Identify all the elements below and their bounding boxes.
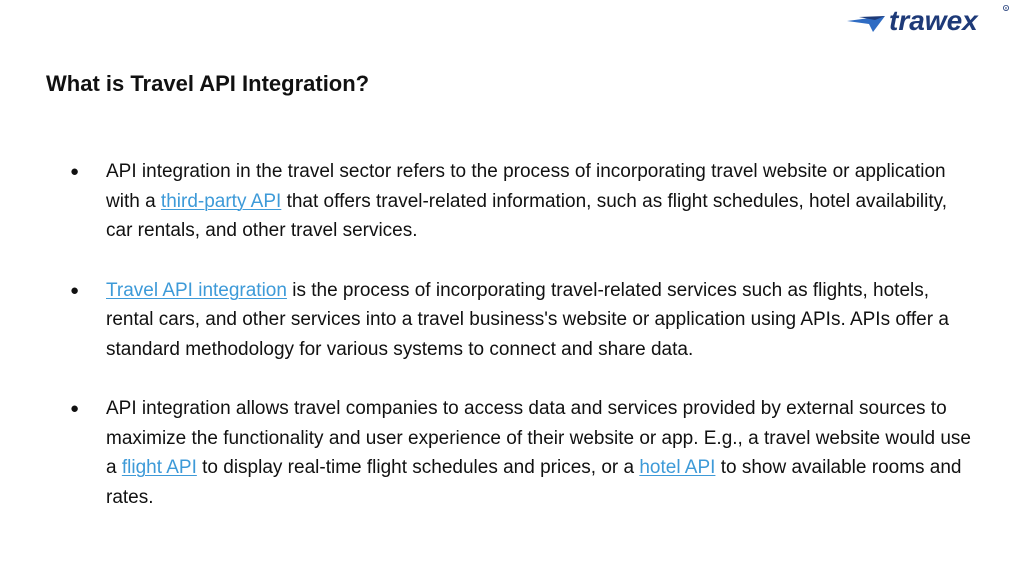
bullet-point-icon: ● <box>70 281 80 299</box>
list-item <box>0 157 1024 246</box>
trawex-logo <box>845 4 1011 36</box>
bullet-text-segment: API integration in the travel sector refers to the process of incorporating travel website or application with a <box>106 161 946 212</box>
bullet-text-segment: to display real-time flight schedules and prices, or a <box>196 457 640 478</box>
list-item <box>0 276 1024 365</box>
bullet-text <box>106 394 976 512</box>
bullet-text-segment: is the process of incorporating travel-related services such as flights, hotels, rental cars, and other services into a travel business's website or application using APIs. APIs offer a standard methodology for various systems to connect and share data. <box>106 279 949 360</box>
inline-link[interactable]: Travel API integration <box>106 279 287 301</box>
bullet-point-icon: ● <box>70 163 80 180</box>
bullet-point-icon: ● <box>70 400 80 417</box>
bullet-text-segment: to show available rooms and rates. <box>106 457 962 508</box>
bullet-text-segment: API integration allows travel companies to access data and services provided by external sources to maximize the functionality and user experience of their website or app. E.g., a travel website would use a <box>106 398 971 478</box>
bullet-list <box>0 157 1024 512</box>
list-item <box>0 394 1024 512</box>
bullet-text-segment: that offers travel-related information, such as flight schedules, hotel availability, car rentals, and other travel services. <box>106 190 948 241</box>
page-title: What is Travel API Integration? <box>46 71 370 96</box>
inline-link[interactable]: hotel API <box>639 457 716 478</box>
logo-swoosh-icon <box>847 16 885 32</box>
inline-link[interactable]: flight API <box>121 457 197 478</box>
bullet-text <box>106 276 976 365</box>
bullet-text <box>106 157 976 246</box>
logo-wordmark: trawex <box>889 5 978 36</box>
inline-link[interactable]: third-party API <box>160 190 282 212</box>
svg-text:R: R <box>1004 6 1008 11</box>
trawex-logo-graphic <box>845 4 1011 36</box>
